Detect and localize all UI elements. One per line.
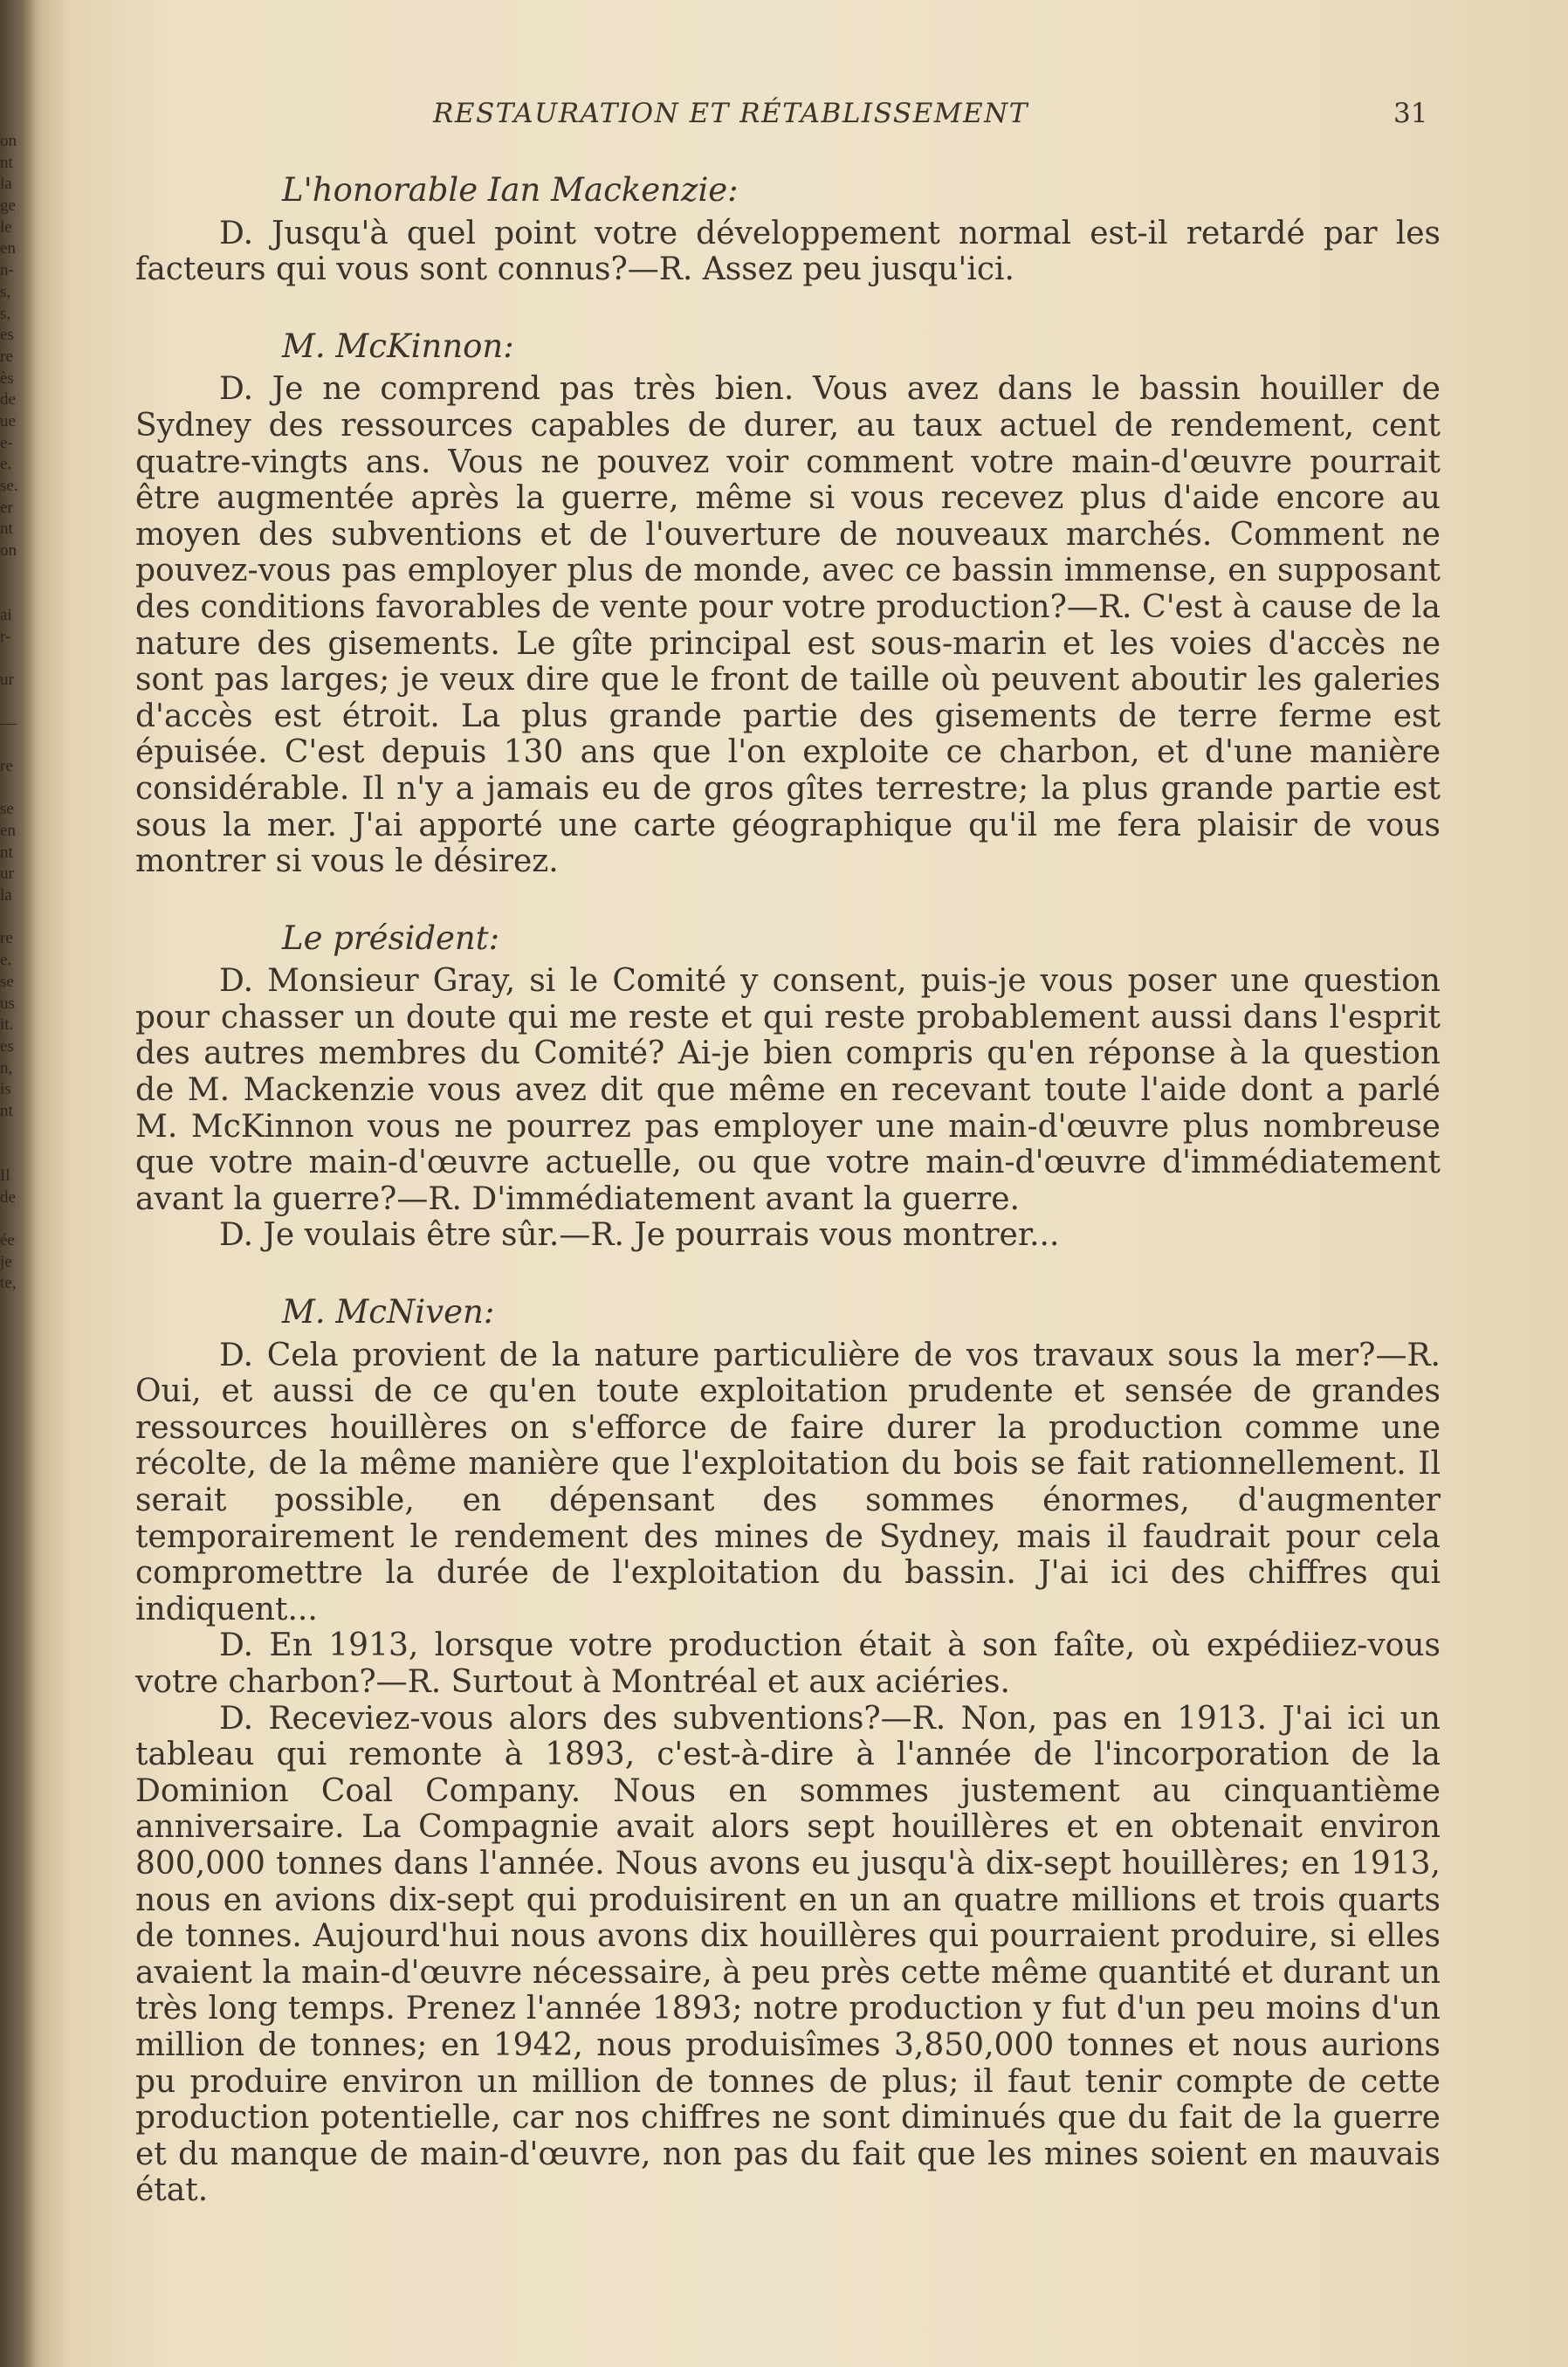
margin-fragment: us — [0, 994, 15, 1013]
margin-fragment: la — [0, 886, 12, 905]
paragraph: D. Cela provient de la nature particulière de vos travaux sous la mer?—R. Oui, et aussi de ce qu'en toute exploitation prudente et sensée de grandes ressources houillères on s'efforce de faire durer la production comme une récolte, de la même manière que l'exploitation du bois se fait rationnellement. Il serait possible, en dépensant des sommes énormes, d'augmenter temporairement le rendement des mines de Sydney, mais il faudrait pour cela compromettre la durée de l'exploitation du bassin. J'ai ici des chiffres qui indiquent... — [135, 1337, 1441, 1627]
margin-fragment: er — [0, 498, 13, 517]
margin-fragment: te, — [0, 1274, 17, 1293]
margin-fragment: je — [0, 1252, 12, 1271]
margin-fragment: de — [0, 1187, 16, 1207]
running-header: RESTAURATION ET RÉTABLISSEMENT — [433, 98, 1028, 129]
margin-fragment: it. — [0, 1015, 14, 1035]
margin-fragment: on — [0, 132, 17, 150]
margin-fragment: nt — [0, 843, 13, 862]
speaker-heading: M. McKinnon: — [282, 327, 514, 365]
margin-fragment — [0, 734, 21, 756]
margin-fragment: la — [0, 175, 12, 194]
adjacent-page-margin-fragments — [0, 131, 21, 1790]
margin-fragment — [0, 1144, 21, 1166]
margin-fragment: le — [0, 217, 12, 237]
margin-fragment — [0, 649, 21, 671]
margin-fragment: de — [0, 390, 16, 409]
margin-fragment: nt — [0, 520, 13, 539]
exchange-block-president — [135, 920, 1441, 1254]
margin-fragment: se — [0, 972, 14, 991]
margin-fragment: ur — [0, 864, 14, 884]
margin-fragment: n- — [0, 261, 14, 280]
paragraph: D. Je voulais être sûr.—R. Je pourrais vous montrer... — [219, 1217, 1060, 1254]
margin-fragment: e. — [0, 951, 12, 970]
margin-fragment: nt — [0, 153, 13, 172]
margin-fragment: se. — [0, 477, 18, 495]
margin-fragment — [0, 692, 21, 713]
paragraph: D. Receviez-vous alors des subventions?—R. Non, pas en 1913. J'ai ici un tableau qui remonte à 1893, c'est-à-dire à l'année de l'incorporation de la Dominion Coal Company. Nous en sommes justement au cinquantième anniversaire. La Compagnie avait alors sept houillères et en obtenait environ 800,000 tonnes dans l'année. Nous avons eu jusqu'à dix-sept houillères; en 1913, nous en avions dix-sept qui produisirent en un an quatre millions et trois quarts de tonnes. Aujourd'hui nous avons dix houillères qui pourraient produire, si elles avaient la main-d'œuvre nécessaire, à peu près cette même quantité et durant un très long temps. Prenez l'année 1893; notre production y fut d'un peu moins d'un million de tonnes; en 1942, nous produisîmes 3,850,000 tonnes et nous aurions pu produire environ un million de tonnes de plus; il faut tenir compte de cette production potentielle, car nos chiffres ne sont diminués que du fait de la guerre et du manque de main-d'œuvre, non pas du fait que les mines soient en mauvais état. — [135, 1700, 1441, 2209]
margin-fragment: — — [0, 713, 17, 733]
speaker-heading: M. McNiven: — [282, 1293, 495, 1331]
exchange-block-mackenzie — [135, 172, 1441, 288]
margin-fragment — [0, 1208, 21, 1230]
margin-fragment: ur — [0, 671, 14, 690]
margin-fragment — [0, 778, 21, 800]
margin-fragment: se — [0, 800, 14, 819]
page-body — [135, 172, 1441, 2209]
exchange-block-mcniven — [135, 1294, 1441, 2209]
margin-fragment: s, — [0, 304, 11, 323]
margin-fragment: n, — [0, 1058, 13, 1077]
margin-fragment: es — [0, 326, 14, 345]
margin-fragment: ge — [0, 196, 16, 216]
margin-fragment: nt — [0, 1101, 13, 1120]
margin-fragment: ée — [0, 1231, 15, 1250]
margin-fragment: ue — [0, 411, 16, 430]
paragraph: D. En 1913, lorsque votre production était à son faîte, où expédiiez-vous votre charbon?—R. Surtout à Montréal et aux aciéries. — [135, 1627, 1441, 1700]
margin-fragment: is — [0, 1080, 11, 1099]
speaker-heading: Le président: — [282, 919, 500, 957]
exchange-block-mckinnon — [135, 328, 1441, 880]
margin-fragment: on — [0, 541, 17, 561]
margin-fragment — [0, 907, 21, 929]
margin-fragment: Il — [0, 1166, 10, 1185]
margin-fragment — [0, 562, 21, 584]
margin-fragment: en — [0, 822, 16, 840]
margin-fragment: en — [0, 239, 16, 258]
page-number: 31 — [1393, 98, 1428, 129]
margin-fragment: r- — [0, 627, 11, 646]
paragraph: D. Monsieur Gray, si le Comité y consent, puis-je vous poser une question pour chasser un doute qui me reste et qui reste probablement aussi dans l'esprit des autres membres du Comité? Ai-je bien compris qu'en réponse à la question de M. Mackenzie vous avez dit que même en recevant toute l'aide dont a parlé M. McKinnon vous ne pourrez pas employer une main-d'œuvre plus nombreuse que votre main-d'œuvre actuelle, ou que votre main-d'œuvre d'immédiatement avant la guerre?—R. D'immédiatement avant la guerre. — [135, 963, 1441, 1217]
margin-fragment: re — [0, 756, 13, 775]
margin-fragment: ès — [0, 368, 14, 388]
paragraph: D. Je ne comprend pas très bien. Vous avez dans le bassin houiller de Sydney des ressources capables de durer, au taux actuel de rendement, cent quatre-vingts ans. Vous ne pouvez voir comment votre main-d'œuvre pourrait être augmentée après la guerre, même si vous recevez plus d'aide encore au moyen des subventions et de l'ouverture de nouveaux marchés. Comment ne pouvez-vous pas employer plus de monde, avec ce bassin immense, en supposant des conditions favorables de vente pour votre production?—R. C'est à cause de la nature des gisements. Le gîte principal est sous-marin et les voies d'accès ne sont pas larges; je veux dire que le front de taille où peuvent aboutir les galeries d'accès est étroit. La plus grande partie des gisements de terre ferme est épuisée. C'est depuis 130 ans que l'on exploite ce charbon, et d'une manière considérable. Il n'y a jamais eu de gros gîtes terrestre; la plus grande partie est sous la mer. J'ai apporté une carte géographique qu'il me fera plaisir de vous montrer si vous le désirez. — [135, 371, 1441, 880]
margin-fragment: s, — [0, 282, 11, 301]
speaker-heading: L'honorable Ian Mackenzie: — [282, 171, 739, 209]
margin-fragment: re — [0, 347, 13, 366]
margin-fragment — [0, 583, 21, 605]
paragraph: D. Jusqu'à quel point votre développement normal est-il retardé par les facteurs qui vous sont connus?—R. Assez peu jusqu'ici. — [135, 215, 1441, 288]
margin-fragment: es — [0, 1036, 14, 1056]
margin-fragment: e. — [0, 455, 12, 474]
margin-fragment: e- — [0, 433, 13, 452]
margin-fragment: re — [0, 929, 13, 948]
margin-fragment — [0, 1123, 21, 1145]
margin-fragment: ai — [0, 606, 12, 625]
